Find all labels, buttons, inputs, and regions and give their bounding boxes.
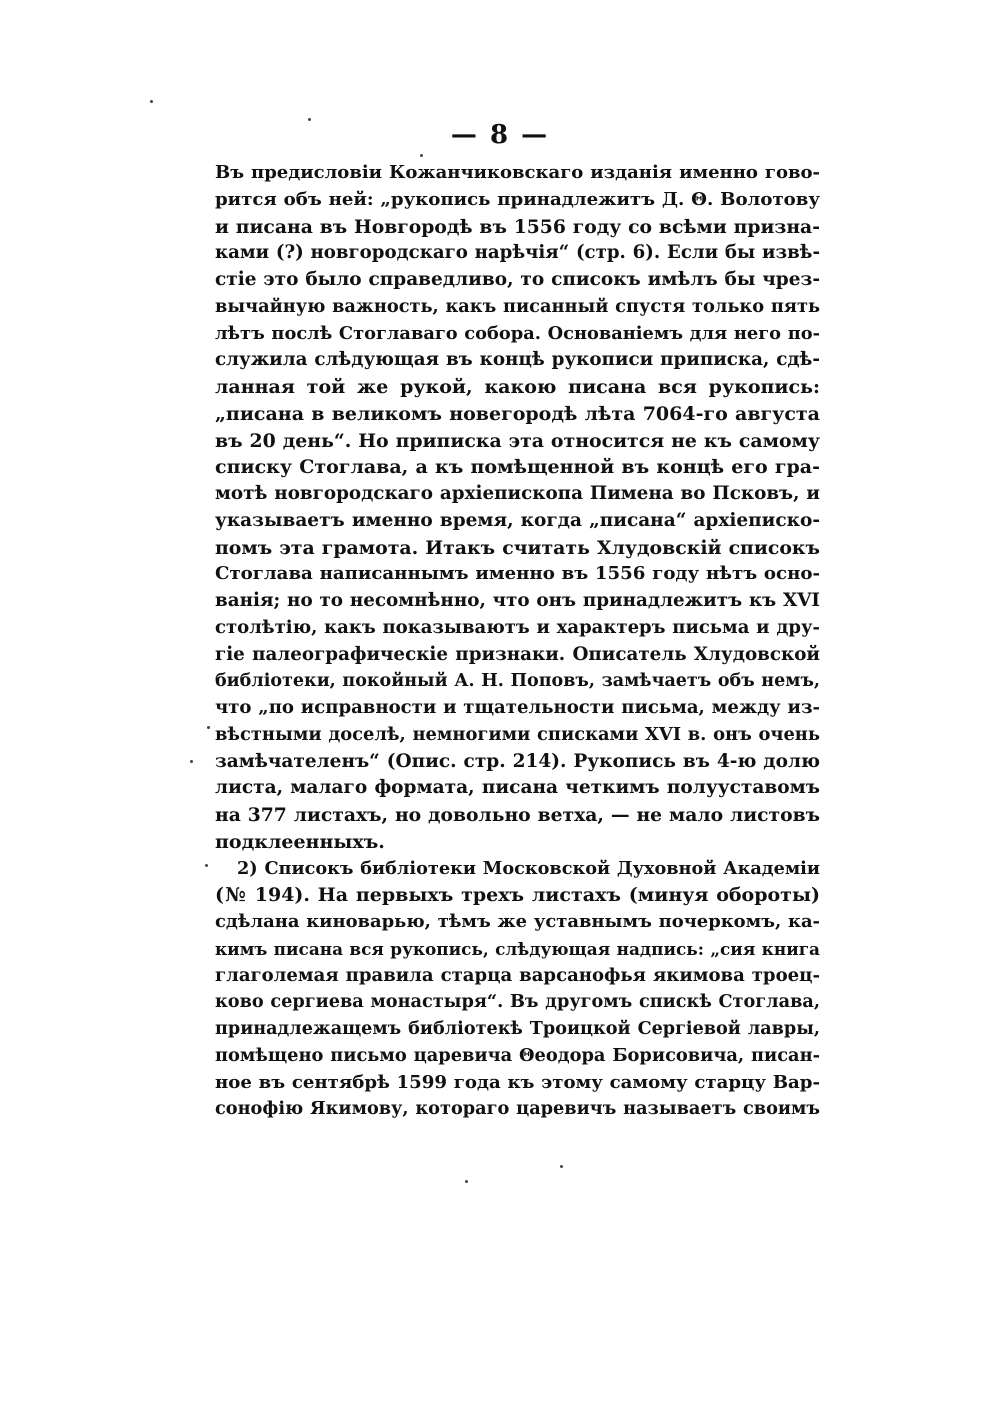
text-line: указываетъ именно время, когда „писана“ архіеписко- xyxy=(215,509,820,531)
body-text xyxy=(215,160,820,1123)
scan-speck xyxy=(150,100,153,103)
text-line: 2) Списокъ библіотеки Московской Духовной Академіи xyxy=(237,857,820,879)
text-line: лѣтъ послѣ Стоглаваго собора. Основаніемъ для него по- xyxy=(215,322,820,344)
page-number: — 8 — xyxy=(450,120,550,150)
text-line: принадлежащемъ библіотекѣ Троицкой Сергіевой лавры, xyxy=(215,1018,820,1039)
text-line: сонофію Якимову, котораго царевичъ называетъ своимъ xyxy=(215,1098,820,1120)
scan-speck xyxy=(560,1165,563,1168)
text-line: вычайную важность, какъ писанный спустя только пять xyxy=(215,295,820,317)
text-line: помѣщено письмо царевича Θеодора Борисовича, писан- xyxy=(215,1044,820,1066)
scan-speck xyxy=(465,1180,468,1183)
text-line: (№ 194). На первыхъ трехъ листахъ (минуя обороты) xyxy=(215,884,820,907)
text-line: Въ предисловіи Кожанчиковскаго изданія именно гово- xyxy=(215,162,820,183)
scan-speck xyxy=(420,154,423,157)
text-line: „писана в великомъ новегородѣ лѣта 7064-го августа xyxy=(215,402,820,425)
text-line: ково сергиева монастыря“. Въ другомъ спискѣ Стоглава, xyxy=(215,991,820,1013)
text-line: столѣтію, какъ показываютъ и характеръ письма и дру- xyxy=(215,616,820,638)
text-line: стіе это было справедливо, то списокъ имѣлъ бы чрез- xyxy=(215,269,820,290)
scan-speck xyxy=(207,726,210,729)
text-line: гіе палеографическіе признаки. Описатель Хлудовской xyxy=(215,643,820,665)
paragraph-2 xyxy=(215,856,820,1124)
text-line: помъ эта грамота. Итакъ считать Хлудовскій списокъ xyxy=(215,536,820,559)
text-line: сдѣлана киноварью, тѣмъ же уставнымъ почеркомъ, ка- xyxy=(215,911,820,932)
text-line: листа, малаго формата, писана четкимъ полууставомъ xyxy=(215,777,820,799)
text-line: рится объ ней: „рукопись принадлежитъ Д. Θ. Волотову xyxy=(215,188,820,210)
text-line: списку Стоглава, а къ помѣщенной въ концѣ его гра- xyxy=(215,456,820,479)
text-line: служила слѣдующая въ концѣ рукописи приписка, сдѣ- xyxy=(215,349,820,371)
text-line: библіотеки, покойный А. Н. Поповъ, замѣчаетъ объ немъ, xyxy=(215,671,820,692)
scan-speck xyxy=(190,760,193,763)
text-line: ное въ сентябрѣ 1599 года къ этому самому старцу Вар- xyxy=(215,1071,820,1093)
text-line: въ 20 день“. Но приписка эта относится не къ самому xyxy=(215,429,820,452)
text-line: замѣчателенъ“ (Опис. стр. 214). Рукопись въ 4-ю долю xyxy=(215,750,820,772)
text-line: что „по исправности и тщательности письма, между из- xyxy=(215,697,820,718)
text-line: подклеенныхъ. xyxy=(215,830,385,853)
text-line: на 377 листахъ, но довольно ветха, — не мало листовъ xyxy=(215,804,820,826)
text-line: кимъ писана вся рукопись, слѣдующая надпись: „сия книга xyxy=(215,938,820,959)
scan-speck xyxy=(205,864,208,867)
text-line: глаголемая правила старца варсанофья якимова троец- xyxy=(215,964,820,986)
text-line: и писана въ Новгородѣ въ 1556 году со всѣми призна- xyxy=(215,215,820,238)
paragraph-1 xyxy=(215,160,820,856)
text-line: ками (?) новгородскаго нарѣчія“ (стр. 6). Если бы извѣ- xyxy=(215,242,820,264)
scan-speck xyxy=(308,118,311,121)
text-line: Стоглава написаннымъ именно въ 1556 году нѣтъ осно- xyxy=(215,563,820,585)
text-line: ванія; но то несомнѣнно, что онъ принадлежитъ къ XVI xyxy=(215,590,820,611)
text-line: мотѣ новгородскаго архіепископа Пимена во Псковъ, и xyxy=(215,483,820,504)
text-line: ланная той же рукой, какою писана вся рукопись: xyxy=(215,376,820,398)
text-line: вѣстными доселѣ, немногими списками XVI в. онъ очень xyxy=(215,723,820,745)
